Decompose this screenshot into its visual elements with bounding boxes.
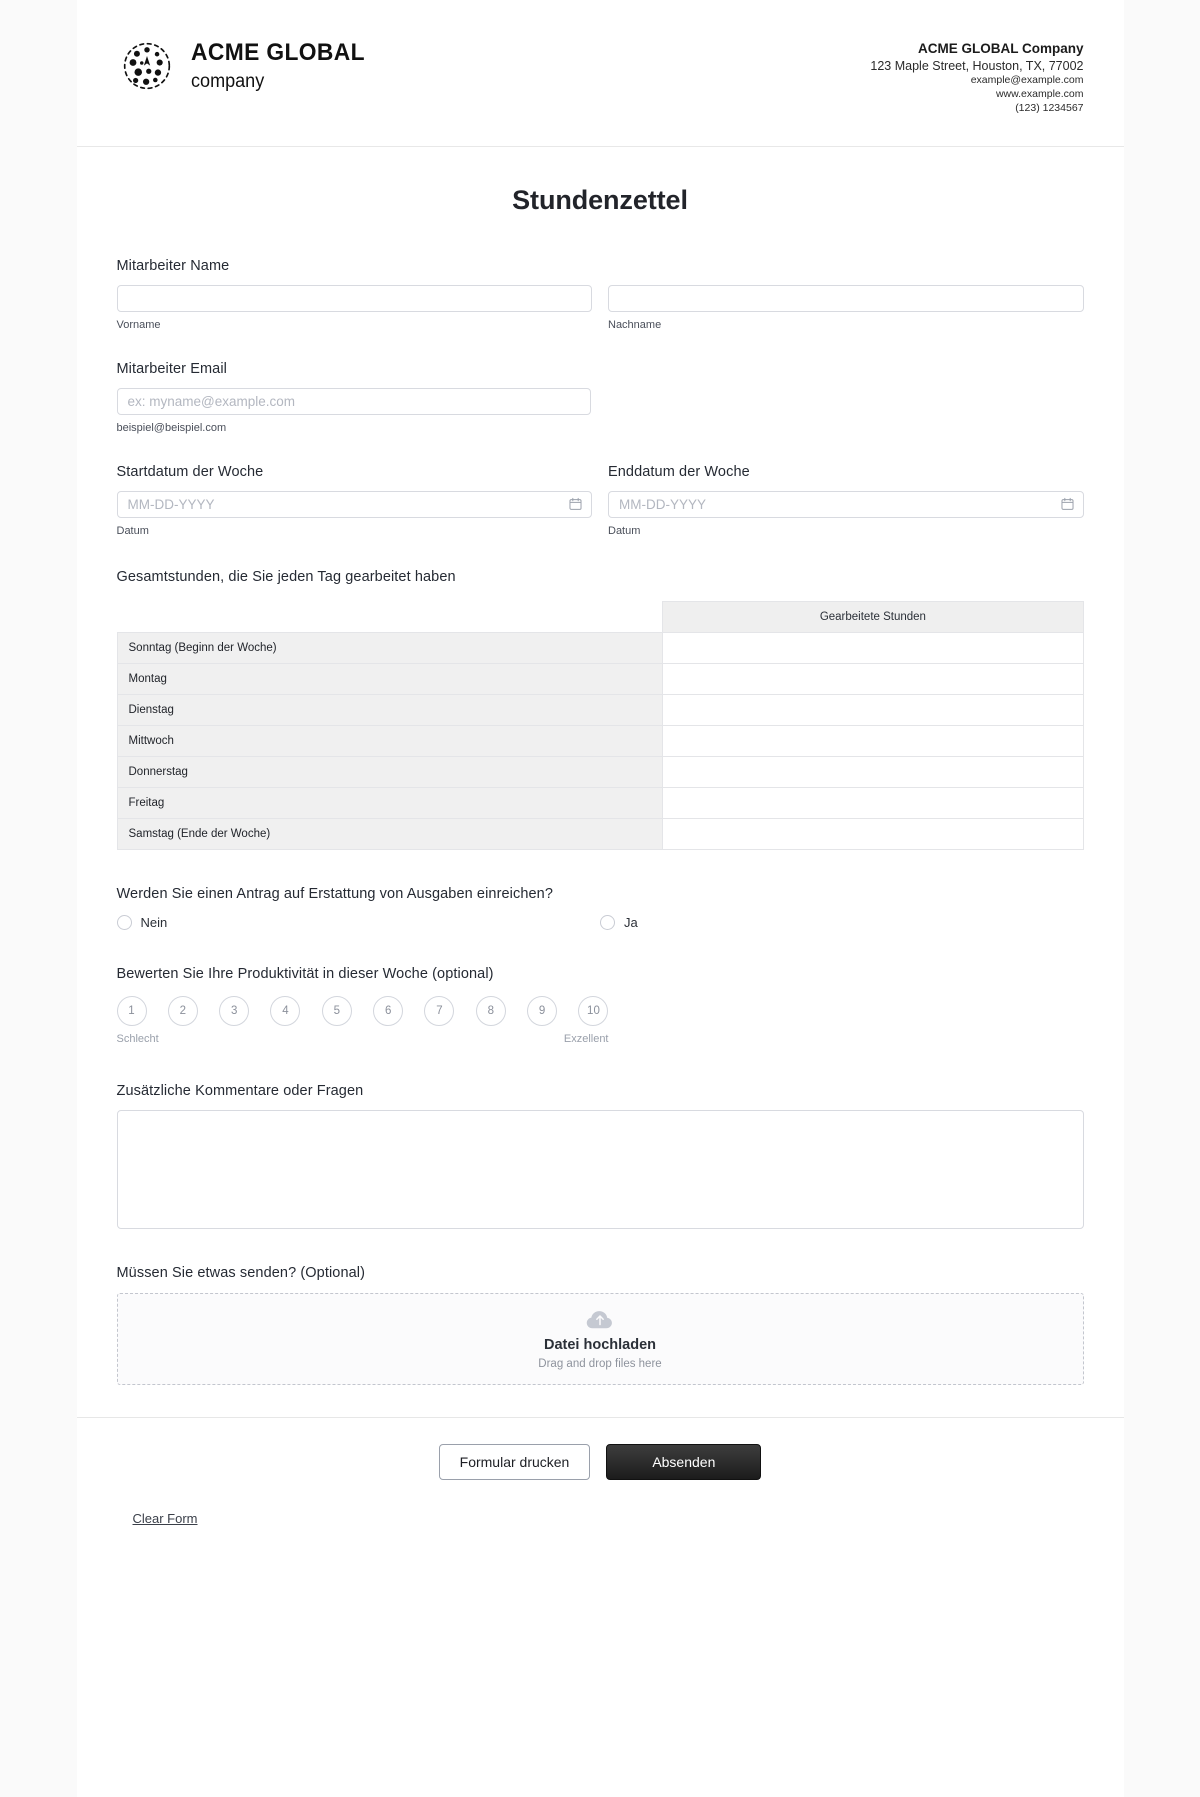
scale-high-label: Exzellent — [563, 1032, 609, 1045]
comments-textarea[interactable] — [117, 1110, 1084, 1229]
company-name: ACME GLOBAL Company — [917, 41, 1084, 56]
expense-options-row — [117, 915, 1084, 930]
email-input[interactable] — [117, 388, 591, 415]
table-row — [117, 663, 1083, 694]
email-sublabel: beispiel@beispiel.com — [116, 421, 227, 434]
hours-value-cell[interactable] — [663, 787, 1083, 818]
expense-question-label: Werden Sie einen Antrag auf Erstattung von Ausgaben einreichen? — [116, 885, 553, 902]
hours-value-cell[interactable] — [663, 725, 1083, 756]
scale-option-2[interactable]: 2 — [168, 996, 198, 1026]
field-comments — [117, 1083, 1084, 1229]
file-dropzone[interactable] — [117, 1293, 1084, 1385]
hours-table-label: Gesamtstunden, die Sie jeden Tag gearbeitet haben — [116, 568, 456, 585]
document-header — [77, 0, 1124, 147]
expense-radio-option[interactable] — [600, 915, 1084, 930]
start-date-input[interactable] — [117, 491, 593, 518]
end-date-sublabel: Datum — [608, 524, 641, 537]
day-label-cell: Freitag — [117, 787, 663, 818]
submit-button[interactable]: Absenden — [606, 1444, 761, 1480]
table-header-row — [117, 601, 1083, 632]
clear-form-bar — [77, 1480, 1124, 1554]
employee-email-label: Mitarbeiter Email — [116, 360, 227, 377]
end-date-input[interactable] — [608, 491, 1084, 518]
table-row — [117, 756, 1083, 787]
company-website: www.example.com — [995, 88, 1084, 101]
expense-radio-label: Ja — [624, 914, 638, 930]
dotted-globe-compass-icon — [119, 38, 175, 94]
start-date-sublabel: Datum — [116, 524, 149, 537]
productivity-label: Bewerten Sie Ihre Produktivität in dieser Woche (optional) — [116, 965, 494, 982]
day-label-cell: Samstag (Ende der Woche) — [117, 818, 663, 849]
field-file-upload — [117, 1265, 1084, 1385]
start-date-col — [117, 464, 593, 537]
scale-option-5[interactable]: 5 — [322, 996, 352, 1026]
scale-option-1[interactable]: 1 — [117, 996, 147, 1026]
hours-column-header: Gearbeitete Stunden — [663, 601, 1083, 632]
field-employee-name — [117, 258, 1084, 331]
company-email: example@example.com — [970, 74, 1084, 87]
comments-label: Zusätzliche Kommentare oder Fragen — [116, 1082, 364, 1099]
hours-value-cell[interactable] — [663, 756, 1083, 787]
first-name-input[interactable] — [117, 285, 593, 312]
last-name-sublabel: Nachname — [608, 318, 662, 331]
hours-value-cell[interactable] — [663, 663, 1083, 694]
table-corner-cell — [117, 601, 663, 632]
expense-radio-label: Nein — [140, 914, 168, 930]
company-phone: (123) 1234567 — [1015, 102, 1084, 115]
upload-subtitle: Drag and drop files here — [538, 1357, 662, 1370]
productivity-scale — [117, 996, 609, 1045]
first-name-col — [117, 285, 593, 331]
email-col — [117, 388, 591, 434]
company-address: 123 Maple Street, Houston, TX, 77002 — [870, 58, 1084, 73]
scale-option-10[interactable]: 10 — [578, 996, 608, 1026]
hours-value-cell[interactable] — [663, 818, 1083, 849]
field-expense-question — [117, 886, 1084, 930]
scale-circle-row — [117, 996, 609, 1026]
upload-title: Datei hochladen — [544, 1336, 656, 1353]
scale-low-label: Schlecht — [116, 1032, 159, 1045]
scale-option-4[interactable]: 4 — [270, 996, 300, 1026]
scale-option-8[interactable]: 8 — [476, 996, 506, 1026]
scale-option-6[interactable]: 6 — [373, 996, 403, 1026]
last-name-col — [608, 285, 1084, 331]
brand-block — [117, 32, 374, 94]
day-label-cell: Donnerstag — [117, 756, 663, 787]
table-row — [117, 818, 1083, 849]
field-hours-table — [117, 569, 1084, 850]
clear-form-link[interactable]: Clear Form — [132, 1510, 198, 1526]
expense-radio-option[interactable] — [117, 915, 601, 930]
scale-option-3[interactable]: 3 — [219, 996, 249, 1026]
form-body — [77, 216, 1124, 1385]
table-row — [117, 632, 1083, 663]
field-week-dates — [117, 464, 1084, 537]
day-label-cell: Montag — [117, 663, 663, 694]
field-productivity-scale — [117, 966, 1084, 1045]
hours-value-cell[interactable] — [663, 632, 1083, 663]
start-date-label: Startdatum der Woche — [116, 463, 264, 480]
day-label-cell: Dienstag — [117, 694, 663, 725]
page-title: Stundenzettel — [512, 184, 688, 215]
table-row — [117, 787, 1083, 818]
last-name-input[interactable] — [608, 285, 1084, 312]
table-row — [117, 694, 1083, 725]
cloud-upload-icon — [585, 1308, 615, 1330]
day-label-cell: Sonntag (Beginn der Woche) — [117, 632, 663, 663]
print-form-button[interactable]: Formular drucken — [439, 1444, 591, 1480]
radio-circle-icon[interactable] — [117, 915, 132, 930]
table-row — [117, 725, 1083, 756]
end-date-col — [608, 464, 1084, 537]
scale-option-9[interactable]: 9 — [527, 996, 557, 1026]
brand-text — [191, 41, 374, 91]
field-employee-email — [117, 361, 1084, 434]
brand-subtitle: company — [190, 71, 264, 92]
employee-name-label: Mitarbeiter Name — [116, 257, 230, 274]
scale-end-labels — [117, 1033, 609, 1045]
upload-label: Müssen Sie etwas senden? (Optional) — [116, 1264, 366, 1281]
form-footer — [77, 1417, 1124, 1480]
radio-circle-icon[interactable] — [600, 915, 615, 930]
form-sheet — [77, 0, 1124, 1797]
end-date-label: Enddatum der Woche — [608, 463, 750, 480]
company-contact-block — [870, 32, 1083, 116]
first-name-sublabel: Vorname — [116, 318, 161, 331]
hours-value-cell[interactable] — [663, 694, 1083, 725]
brand-name: ACME GLOBAL — [190, 39, 365, 66]
scale-option-7[interactable]: 7 — [424, 996, 454, 1026]
day-label-cell: Mittwoch — [117, 725, 663, 756]
hours-table — [117, 601, 1084, 850]
